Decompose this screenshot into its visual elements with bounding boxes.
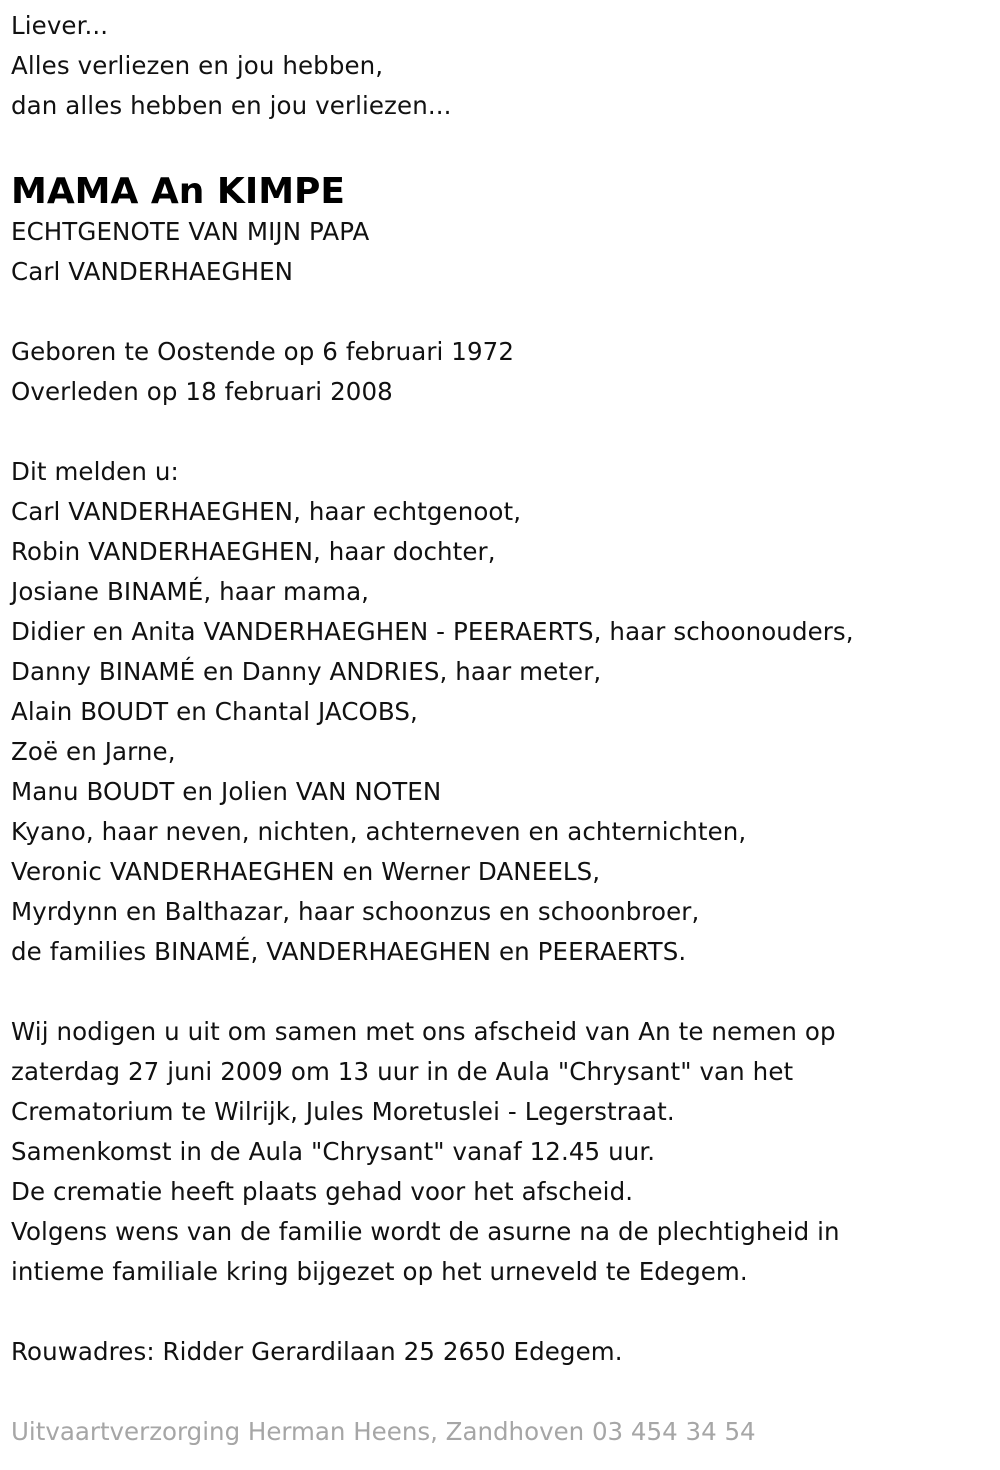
ceremony-block xyxy=(11,1012,1000,1292)
ceremony-line: De crematie heeft plaats gehad voor het afscheid. xyxy=(11,1177,634,1206)
ceremony-line: Wij nodigen u uit om samen met ons afscheid van An te nemen op xyxy=(11,1017,836,1046)
announcer-line: Alain BOUDT en Chantal JACOBS, xyxy=(11,697,418,726)
poem-line: Alles verliezen en jou hebben, xyxy=(11,51,384,80)
ceremony-line: intieme familiale kring bijgezet op het urneveld te Edegem. xyxy=(11,1257,748,1286)
relation-line: ECHTGENOTE VAN MIJN PAPA xyxy=(11,217,370,246)
relation-line: Carl VANDERHAEGHEN xyxy=(11,257,294,286)
birth-line: Geboren te Oostende op 6 februari 1972 xyxy=(11,337,515,366)
deceased-block xyxy=(11,172,1000,292)
announcer-line: Manu BOUDT en Jolien VAN NOTEN xyxy=(11,777,442,806)
announcer-line: Myrdynn en Balthazar, haar schoonzus en schoonbroer, xyxy=(11,897,700,926)
ceremony-line: Samenkomst in de Aula "Chrysant" vanaf 12.45 uur. xyxy=(11,1137,656,1166)
death-line: Overleden op 18 februari 2008 xyxy=(11,377,393,406)
poem-line: dan alles hebben en jou verliezen... xyxy=(11,91,452,120)
ceremony-line: Volgens wens van de familie wordt de asurne na de plechtigheid in xyxy=(11,1217,840,1246)
announcer-line: Carl VANDERHAEGHEN, haar echtgenoot, xyxy=(11,497,522,526)
announcer-line: Robin VANDERHAEGHEN, haar dochter, xyxy=(11,537,496,566)
obituary-document xyxy=(11,6,1000,1452)
announcers-intro: Dit melden u: xyxy=(11,457,179,486)
ceremony-line: zaterdag 27 juni 2009 om 13 uur in de Aula "Chrysant" van het xyxy=(11,1057,794,1086)
announcer-line: de families BINAMÉ, VANDERHAEGHEN en PEERAERTS. xyxy=(11,937,687,966)
poem-line: Liever... xyxy=(11,11,109,40)
funeral-director-footer: Uitvaartverzorging Herman Heens, Zandhoven 03 454 34 54 xyxy=(11,1417,756,1446)
deceased-name: MAMA An KIMPE xyxy=(11,171,346,212)
announcer-line: Danny BINAMÉ en Danny ANDRIES, haar meter, xyxy=(11,657,602,686)
mourning-address: Rouwadres: Ridder Gerardilaan 25 2650 Edegem. xyxy=(11,1337,623,1366)
announcer-line: Kyano, haar neven, nichten, achterneven en achternichten, xyxy=(11,817,747,846)
announcer-line: Didier en Anita VANDERHAEGHEN - PEERAERTS, haar schoonouders, xyxy=(11,617,854,646)
announcer-line: Josiane BINAMÉ, haar mama, xyxy=(11,577,370,606)
announcers-block xyxy=(11,452,1000,972)
poem xyxy=(11,6,1000,126)
dates-block xyxy=(11,332,1000,412)
announcer-line: Zoë en Jarne, xyxy=(11,737,176,766)
announcer-line: Veronic VANDERHAEGHEN en Werner DANEELS, xyxy=(11,857,601,886)
ceremony-line: Crematorium te Wilrijk, Jules Moretuslei - Legerstraat. xyxy=(11,1097,675,1126)
